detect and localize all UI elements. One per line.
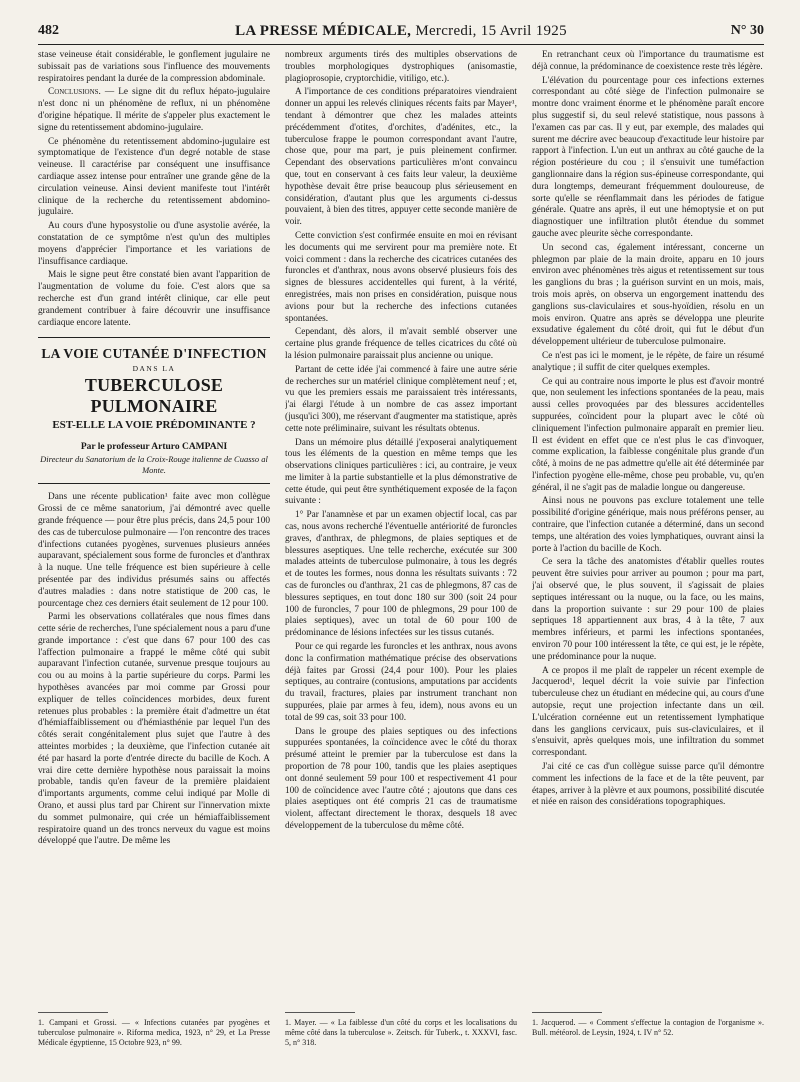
issue-date: Mercredi, 15 Avril 1925 (415, 22, 567, 39)
paragraph: En retranchant ceux où l'importance du traumatisme est déjà connue, la prédominance de coexistence reste très légère. (532, 50, 764, 72)
paragraph: L'élévation du pourcentage pour ces infections externes correspondant au côté siège de l'infection pulmonaire se montre donc vraiment énorme et le phénomène paraît encore plus suggestif si, du seul relevé statistique, nous passons à l'examen cas par cas. Il y eut, par exemple, des malades qui surent me décrire avec beaucoup d'exactitude leur histoire par rapport à l'infection. L'un eut un anthrax au côté gauche de la région postérieure du cou ; il s'ensuivit une tuméfaction ganglionnaire dans la région sus-épineuse correspondante, qui dura longtemps, demeurant fréquemment douloureuse, de sorte qu'elle se réenflammait dans les périodes de fatigue générale. Quatre ans après, il eut une hémoptysie et on put diagnostiquer une infiltration plutôt étendue du sommet gauche avec pleurite sèche correspondante. (532, 75, 764, 239)
paragraph: A l'importance de ces conditions préparatoires viendraient donner un appui les relevés cliniques récents faits par Mayer¹, tendant à démontrer que chez les malades atteints précédemment d'otites, d'orchites, d'adénites, etc., la tuberculose frappe le poumon correspondant avant l'autre, chose que, pour ma part, je puis pleinement confirmer. Cependant des observations particulières m'ont convaincu que, tout en conservant à ces faits leur valeur, la deuxième hypothèse devait être prise beaucoup plus sérieusement en considération, d'autant plus que les arguments ci-dessus pouvaient, à bien des titres, appuyer cette seconde manière de voir. (285, 87, 517, 228)
paragraph: J'ai cité ce cas d'un collègue suisse parce qu'il démontre comment les infections de la face et de la tête peuvent, par étapes, arriver à la plèvre et aux poumons, possibilité discutée et niée en raison des considérations topographiques. (532, 762, 764, 808)
journal-name: LA PRESSE MÉDICALE, (235, 22, 412, 39)
paragraph: Cependant, dès alors, il m'avait semblé observer une certaine plus grande fréquence de telles cicatrices du côté où la lésion pulmonaire paraissait plus ancienne ou unique. (285, 327, 517, 361)
paragraph: Ce sera la tâche des anatomistes d'établir quelles routes peuvent être suivies pour arriver au poumon ; pour ma part, j'ai observé que, le plus souvent, il s'agissait de plaies septiques intéressant ou la nuque, ou la face, ou les mains, dans la proportion suivante : sur 29 pour 100 de plaies septiques 18 appartiennent aux bras, 4 à la tête, 7 aux membres inférieurs, et parmi les infections spontanées, environ 70 pour 100 intéressent la tête, ce qui est, je le répète, une prédominance pour la nuque. (532, 557, 764, 662)
footnote-jacquerod: 1. Jacquerod. — « Comment s'effectue la contagion de l'organisme ». Bull. météorol. de Leysin, 1924, t. IV n° 52. (532, 1018, 764, 1037)
article-title-block (38, 337, 270, 484)
paragraph: Mais le signe peut être constaté bien avant l'apparition de l'augmentation de volume du foie. C'est alors que sa recherche est d'un grand intérêt clinique, car elle peut grandement contribuer à faire découvrir une insuffisance cardiaque encore latente. (38, 270, 270, 328)
author-affiliation: Directeur du Sanatorium de la Croix-Rouge italienne de Cuasso al Monte. (40, 454, 268, 475)
page-number: 482 (38, 23, 59, 38)
footnote-campani: 1. Campani et Grossi. — « Infections cutanées par pyogènes et tuberculose pulmonaire ». Riforma medica, 1923, n° 29, et La Presse Médicale égyptienne, 15 Octobre 923, n° 99. (38, 1018, 270, 1047)
paragraph: Partant de cette idée j'ai commencé à faire une autre série de recherches sur un matériel clinique complètement neuf ; et, vu que les premiers essais me paraissaient très intéressants, j'ai élargi l'étude à un nombre de cas assez important (jusqu'ici 300), me réservant d'augmenter ma statistique, après cette note préliminaire, suivant les résultats obtenus. (285, 364, 517, 434)
paragraph: 1° Par l'anamnèse et par un examen objectif local, cas par cas, nous avons recherché l'éventuelle antériorité de furoncles graves, d'anthrax, de phlegmons, de plaies septiques et de blessures aseptiques. Une telle recherche, exécutée sur 300 malades atteints de tuberculose pulmonaire, à tous les degrés et de toutes les formes, nous donna les résultats suivants : 72 cas de furoncles ou d'anthrax, 21 cas de phlegmons, 87 cas de blessures septiques, en tout donc 180 sur 300 (soit 24 pour 100 de furoncles, 7 pour 100 de phlegmons, 29 pour 100 de plaies septiques), avec un total de 60 pour 100 de prédominance de lésions infectées sur les tissus cutanés. (285, 510, 517, 639)
paragraph: stase veineuse était considérable, le gonflement jugulaire ne subissait pas de variations sous l'influence des mouvements respiratoires pendant la durée de la compression abdominale. (38, 50, 270, 84)
article-author: Par le professeur Arturo CAMPANI (80, 442, 228, 453)
paragraph: Dans le groupe des plaies septiques ou des infections suppurées spontanées, la coïncidence avec le côté du thorax présumé atteint le premier par la tuberculose est dans la proportion de 78 pour 100, tandis que les plaies aseptiques ont donné seulement 59 pour 100 et respectivement 41 pour 100 de coïncidence avec l'autre côté ; ajoutons que dans ces plaies aseptiques ont été compris 21 cas de traumatisme violent, affectant directement le thorax, desquels 18 avec développement de la tuberculose du même côté. (285, 726, 517, 831)
page-header (38, 18, 764, 45)
article-title-line-4: EST-ELLE LA VOIE PRÉDOMINANTE ? (52, 419, 256, 432)
footnote-mayer: 1. Mayer. — « La faiblesse d'un côté du corps et les localisations du même côté dans la tuberculose ». Zeitsch. für Tuberk., t. XXXVI, fasc. 5, n° 318. (285, 1018, 517, 1047)
column-1 (38, 50, 270, 1008)
text-columns (38, 50, 764, 1008)
paragraph: Dans un mémoire plus détaillé j'exposerai analytiquement tous les éléments de la question en même temps que les observations cliniques particulières : ici, au contraire, je veux me limiter à la partie substantielle et la plus démonstrative de cette étude, qui peut être synthétiquement exposée de la façon suivante : (285, 437, 517, 507)
paragraph: Au cours d'une hyposystolie ou d'une asystolie avérée, la constatation de ce symptôme n'est qu'un des multiples moyens d'apprécier l'importance et les variations de l'insuffisance cardiaque. (38, 221, 270, 267)
paragraph: Dans une récente publication¹ faite avec mon collègue Grossi de ce même sanatorium, j'ai démontré avec quelle grande fréquence — pour être plus précis, dans 24,5 pour 100 des cas de tuberculose pulmonaire — l'on rencontre des traces d'infections cutanées pyogènes, survenues plusieurs années auparavant, spécialement sous forme de furoncles et d'anthrax à la nuque. Une telle fréquence est bien supérieure à celle présentée par des individus présumés sains ou affectés d'autres maladies : dans notre statistique de 200 cas, le pourcentage chez ces derniers était seulement de 12 pour 100. (38, 492, 270, 609)
paragraph: Cette conviction s'est confirmée ensuite en moi en révisant les documents qui me servirent pour ma première note. Et voici comment : dans la recherche des cicatrices cutanées des furoncles et d'anthrax, nous avons observé plusieurs fois des signes de blessures accidentelles qui furent, à la vérité, enregistrées, mais non prises en considération, puisque nous avions pour but la recherche des infections cutanées spontanées. (285, 230, 517, 324)
paragraph: Ce phénomène du retentissement abdomino-jugulaire est symptomatique de l'existence d'un degré notable de stase veineuse. Il caractérise par conséquent une insuffisance cardiaque assez intense pour entraîner une grande gêne de la circulation veineuse. Ainsi devient manifeste tout l'intérêt clinique de la recherche du retentissement abdomino-jugulaire. (38, 136, 270, 218)
footnote-rule (532, 1012, 602, 1013)
article-title-line-1: LA VOIE CUTANÉE D'INFECTION (41, 346, 267, 362)
footnote-rule (38, 1012, 108, 1013)
paragraph: Ce qui au contraire nous importe le plus est d'avoir montré que, non seulement les infections spontanées de la peau, mais aussi celles provoquées par des blessures accidentelles suppurées, coïncident pour la plupart avec le côté où cliniquement l'infection pulmonaire apparaît en premier lieu. Il est évident en effet que ce n'est plus le cas d'invoquer, comme explication, la faiblesse congénitale plus grande d'un côté, à moins de ne pas admettre qu'elle ait été déterminée par l'infection pyogène elle-même, chose peu probable, vu, qu'en général, il ne s'agit pas de maladie longue ou dangereuse. (532, 376, 764, 493)
conclusions-lead: Conclusions. (48, 87, 101, 98)
footnotes (38, 1018, 764, 1047)
paragraph: Un second cas, également intéressant, concerne un phlegmon par plaie de la main droite, apparu en 10 jours environ avec phénomènes très aigus et retentissement sur tous les ganglions du bras ; la guérison survint en un mois, mais, trois mois après, on observa un engorgement inattendu des ganglions sus-claviculaires et sous-hyoïdien, résolu en un mois environ. Quatre ans après se développa une pleurite exsudative également du côté droit, qui fut le début d'un développement ultérieur de tuberculose pulmonaire. (532, 242, 764, 348)
column-3 (532, 50, 764, 1008)
conclusions-paragraph (38, 87, 270, 134)
column-2 (285, 50, 517, 1008)
article-title-line-2: DANS LA (132, 364, 176, 374)
issue-number: N° 30 (730, 23, 764, 38)
paragraph: Pour ce qui regarde les furoncles et les anthrax, nous avons donc la confirmation mathématique précise des observations déjà faites par Grossi (24,4 pour 100). Pour les plaies septiques, au contraire (contusions, amputations par accidents du travail, fractures, plaies par instrument tranchant non suppurées, plaie par armes à feu, idem), nous avons eu un total de 99 cas, soit 33 pour 100. (285, 642, 517, 723)
article-title-main: TUBERCULOSE PULMONAIRE (84, 375, 224, 417)
footnote-rule (285, 1012, 355, 1013)
paragraph: Parmi les observations collatérales que nous fîmes dans cette série de recherches, l'une spécialement nous a paru d'une grande importance : c'est que dans 67 pour 100 des cas l'affection pulmonaire a frappé le même côté qui subit auparavant l'infection cutanée, survenue presque toujours au cou ou au moins à la partie supérieure du corps. Parmi les hypothèses avancées par moi comme par Grossi pour expliquer de telles coïncidences morbides, deux furent retenues plus probables : la première était d'admettre un état d'hémiaffaiblissement ou d'hémiasthénie par lequel l'un des côtés serait congénitalement plus sujet que l'autre à des atteintes morbides ; la deuxième, que l'infection cutanée ait été par hasard la porte d'entrée directe du bacille de Koch. A vrai dire cette dernière hypothèse nous paraissait la moins probable, tandis qu'en faveur de la première plaidaient d'importants arguments, comme celui indiqué par Molle di Orano, et aussi plus tard par Chirent sur l'innervation mixte du sommet pulmonaire, qui crée un hémiaffaiblissement respiratoire quand un des troncs nerveux du vague est moins développé que l'autre. De même les (38, 612, 270, 847)
paragraph: A ce propos il me plaît de rappeler un récent exemple de Jacquerod¹, lequel décrit la voie suivie par l'infection tuberculeuse chez un étudiant en médecine qui, au cours d'une autopsie, reçut une projection infectante dans un œil. L'ulcération cornéenne eut un retentissement lymphatique dans les ganglions cervicaux, puis sus-claviculaires, et il s'ensuivit, après quelques mois, une infiltration du sommet correspondant. (532, 665, 764, 759)
paragraph: Ainsi nous ne pouvons pas exclure totalement une telle possibilité d'origine générique, mais nous préférons penser, au contraire, que l'infection cutanée a déterminé, dans un second temps, une altération des voies lymphatiques, ouvrant ainsi la porte à l'action du bacille de Koch. (532, 496, 764, 554)
conclusions-text: — Le signe dit du reflux hépato-jugulaire n'est donc ni un phénomène de reflux, ni un phénomène d'origine hépatique. Il mérite de s'appeler plus exactement le signe du retentissement abdomino-jugulaire. (38, 87, 270, 133)
paragraph: Ce n'est pas ici le moment, je le répète, de faire un résumé analytique ; il suffit de citer quelques exemples. (532, 350, 764, 373)
journal-title (235, 23, 567, 40)
paragraph: nombreux arguments tirés des multiples observations de troubles morphologiques dystrophiques (anisomastie, plagioprosopie, cryptorchidie, vitiligo, etc.). (285, 50, 517, 84)
